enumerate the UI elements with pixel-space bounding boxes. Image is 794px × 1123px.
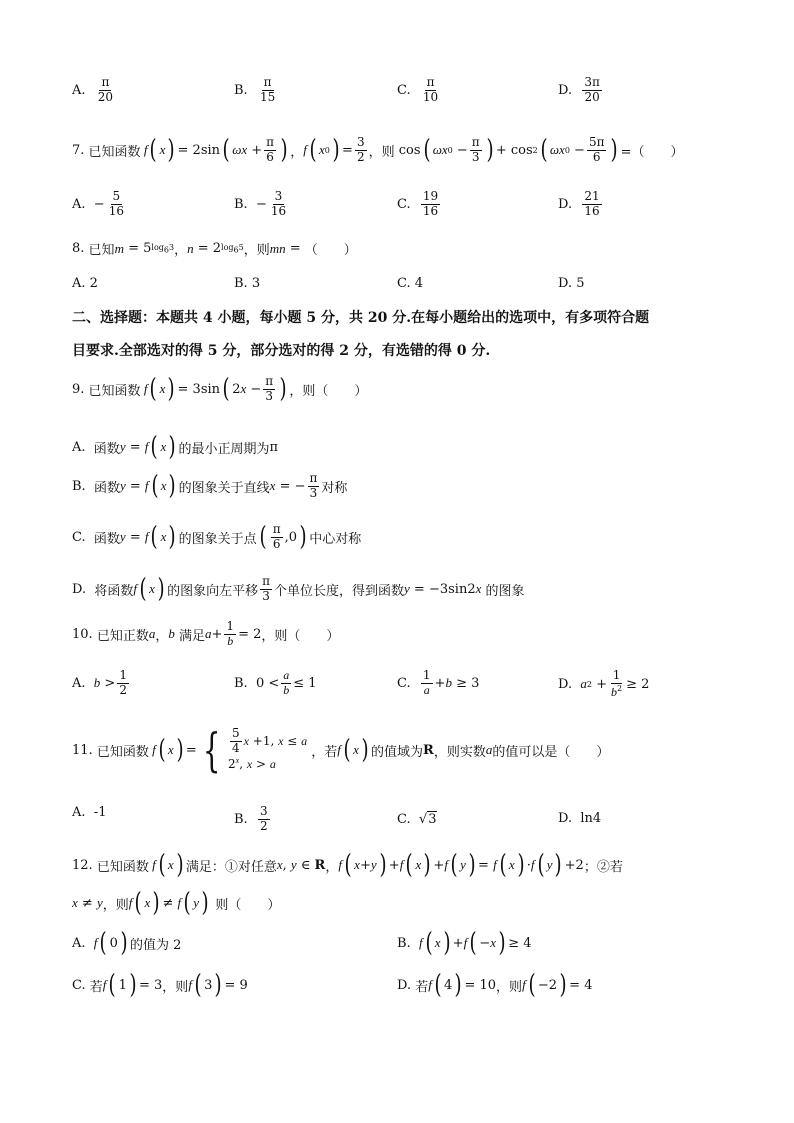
q11-option-d[interactable]: D. ln4 (558, 811, 602, 826)
section-heading-line1: 二、选择题：本题共 4 小题，每小题 5 分，共 20 分.在每小题给出的选项中，有多项符合题 (72, 310, 650, 326)
q6-option-d[interactable] (558, 76, 604, 105)
q8-option-c[interactable]: C. 4 (397, 276, 424, 291)
option-label: C. (397, 82, 411, 98)
q6-option-a[interactable] (72, 76, 117, 105)
q8-option-a[interactable]: A. 2 (72, 276, 98, 291)
q12-stem-line1: 12. 已知函数 f ( x ) 满足：①对任意 x , y ∈ R ， f ( x + y ) + f ( x ) + f ( y ) = f ( x ) · f ( y ) +2 ；②若 (72, 850, 623, 880)
section-heading-line2: 目要求.全部选对的得 5 分，部分选对的得 2 分，有选错的得 0 分. (72, 343, 491, 359)
q9-option-b[interactable]: B. 函数 y = f ( x ) 的图象关于直线 x = − $\frac{\pi}{3}$ 对称 (72, 471, 348, 502)
q10-option-a[interactable]: A. b > $\frac{1}{2}$ (72, 668, 127, 697)
q9-option-c[interactable]: C. 函数 y = f ( x ) 的图象关于点 ( $\frac{\pi}{6}$ ,0 ) 中心对称 (72, 522, 362, 553)
q9-option-a[interactable]: A. 函数 y = f ( x ) 的最小正周期为 π (72, 432, 279, 462)
q12-option-a[interactable]: A. f ( 0 ) 的值为 2 (72, 928, 182, 958)
option-label: A. (72, 82, 86, 98)
q10-option-d[interactable]: D. a 2 + $\frac{1}{b^2}$ ≥ 2 (558, 668, 650, 699)
option-label: B. (234, 82, 248, 98)
q7-option-c[interactable]: C. $\frac{19}{16}$ (397, 189, 439, 218)
q11-option-b[interactable]: B. $\frac{3}{2}$ (234, 804, 268, 833)
option-label: D. (558, 82, 573, 98)
q9-stem: 9. 已知函数 f ( x ) = 3sin ( 2 x − $\frac{\pi}{3}$ ) ，则（ ） (72, 374, 368, 405)
q12-stem-line2: x ≠ y ，则 f ( x ) ≠ f ( y ) 则（ ） (72, 888, 281, 918)
q11-option-a[interactable]: A. -1 (72, 805, 107, 820)
q6-option-c[interactable] (397, 76, 442, 105)
fraction: $\frac{3\pi}{20}$ (584, 75, 600, 104)
q8-option-b[interactable]: B. 3 (234, 276, 261, 291)
q10-option-b[interactable]: B. 0 < $\frac{a}{b}$ ≤ 1 (234, 668, 317, 697)
q7-option-d[interactable]: D. $\frac{21}{16}$ (558, 189, 600, 218)
fraction: $\frac{\pi}{15}$ (259, 75, 276, 104)
q8-stem: 8. 已知 m = 5 $\log_63$ ， n = 2 $\log_65$ ，则 mn = （ ） (72, 240, 357, 258)
fraction: $\frac{\pi}{20}$ (97, 75, 114, 104)
q9-option-d[interactable]: D. 将函数 f ( x ) 的图象向左平移 $\frac{\pi}{3}$ 个单位长度，得到函数 y = −3sin2 x 的图象 (72, 574, 525, 605)
q11-stem: 11. 已知函数 f ( x ) = { $\frac{5}{4}$ x +1, x ≤ a 2$^x$, x > a ，若 f ( x ) 的值域为 R ，则实数 a 的值可以是（ ） (72, 723, 610, 777)
q12-option-c[interactable]: C. 若 f ( 1 ) = 3 ，则 f ( 3 ) = 9 (72, 970, 248, 1000)
q7-stem: 7. 已知函数 f ( x ) = 2sin ( ωx + $\frac{\pi}{6}$ ) ， f ( x 0 ) = $\frac{3}{2}$ ，则 cos ( ωx 0 − $\frac{\pi}{3}$ ) + cos 2 ( ωx 0 − $\frac{5\pi}{6}$ ) =（ ） (72, 135, 684, 166)
fraction: $\frac{\pi}{10}$ (422, 75, 439, 104)
q7-option-a[interactable]: A. − $\frac{5}{16}$ (72, 189, 124, 218)
q6-option-b[interactable] (234, 76, 279, 105)
q8-option-d[interactable]: D. 5 (558, 276, 585, 291)
q12-option-b[interactable]: B. f ( x ) + f ( − x ) ≥ 4 (397, 928, 532, 958)
q12-option-d[interactable]: D. 若 f ( 4 ) = 10 ，则 f ( −2 ) = 4 (397, 970, 593, 1000)
q10-stem: 10. 已知正数 a ， b 满足 a + $\frac{1}{b}$ = 2 ，则（ ） (72, 619, 340, 648)
question-number: 7. (72, 142, 85, 158)
q10-option-c[interactable]: C. $\frac{1}{a}$ + b ≥ 3 (397, 668, 480, 697)
q11-option-c[interactable]: C. √ 3 (397, 811, 437, 827)
q7-option-b[interactable]: B. − $\frac{3}{16}$ (234, 189, 287, 218)
